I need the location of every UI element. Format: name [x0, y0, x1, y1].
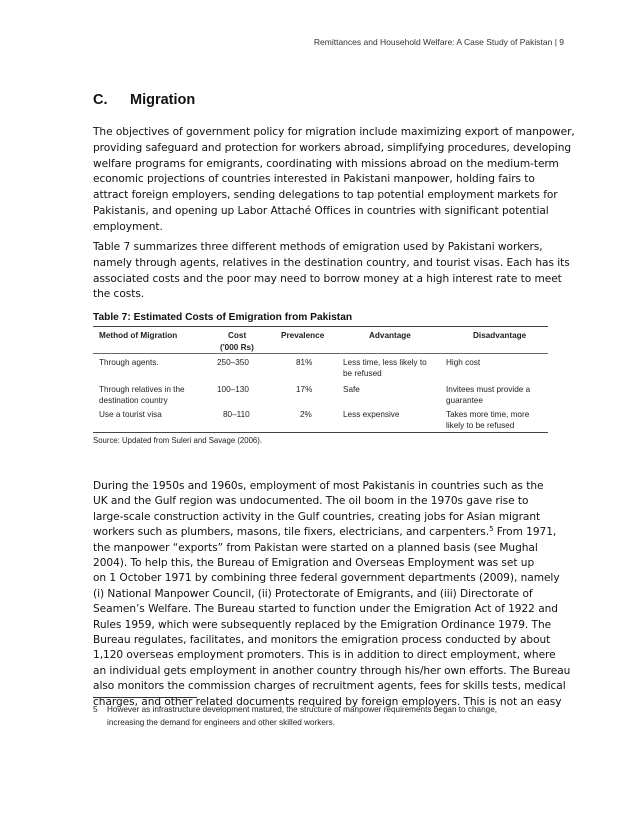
header-prevalence: Prevalence: [281, 331, 325, 340]
footnote-separator: [93, 697, 197, 698]
text-line: economic projections of countries interested in Pakistani manpower, holding fairs to: [93, 173, 535, 186]
row3-advantage: Less expensive: [343, 410, 400, 419]
header-cost-unit: ('000 Rs): [220, 343, 254, 352]
text-line: UK and the Gulf region was undocumented. The oil boom in the 1970s gave rise to: [93, 495, 529, 508]
footnote-reference[interactable]: 5: [489, 525, 494, 534]
section-number: C.: [93, 92, 108, 108]
text-line: namely through agents, relatives in the destination country, and tourist visas. Each has its: [93, 256, 570, 269]
paragraph-table-summary: [93, 240, 570, 303]
row2-method: Through relatives in the destination country: [99, 385, 185, 405]
text-line: 1,120 overseas employment promoters. This is in addition to direct employment, where: [93, 649, 556, 662]
text-line: providing safeguard and protection for workers abroad, simplifying procedures, developing: [93, 141, 572, 154]
row3-prevalence: 2%: [300, 410, 312, 419]
row1-method: Through agents.: [99, 358, 159, 367]
text-line: 2004). To help this, the Bureau of Emigration and Overseas Employment was set up: [93, 557, 535, 570]
text-line: also monitors the commission charges of recruitment agents, fees for skills tests, medical: [93, 680, 566, 693]
text-line: During the 1950s and 1960s, employment of most Pakistanis in countries such as the: [93, 480, 544, 492]
table-source: Source: Updated from Suleri and Savage (2006).: [93, 436, 263, 445]
text-line: associated costs and the poor may need to borrow money at a high interest rate to meet: [93, 272, 562, 285]
row3-method: Use a tourist visa: [99, 410, 162, 419]
row1-disadvantage: High cost: [446, 358, 481, 367]
text-line: charges, and other related documents required by foreign employers. This is not an easy: [93, 695, 562, 708]
row1-cost: 250–350: [217, 358, 249, 367]
row3-disadvantage: Takes more time, more likely to be refused: [446, 410, 530, 430]
row2-prevalence: 17%: [296, 385, 313, 394]
row2-cost: 100–130: [217, 385, 249, 394]
running-header: Remittances and Household Welfare: A Case Study of Pakistan | 9: [313, 37, 564, 47]
footnote: [93, 704, 553, 729]
text-line: workers such as plumbers, masons, tile fixers, electricians, and carpenters.$^5$ From 1971,: [93, 525, 557, 539]
header-advantage: Advantage: [369, 331, 411, 340]
row1-prevalence: 81%: [296, 358, 313, 367]
text-line: Bureau regulates, facilitates, and monitors the emigration process conducted by about: [93, 634, 551, 647]
header-cost: Cost: [228, 331, 247, 340]
text-line: the costs.: [93, 288, 145, 301]
section-title: Migration: [130, 92, 196, 108]
text-line: employment.: [93, 220, 163, 233]
text-line: Seamen’s Welfare. The Bureau started to function under the Emigration Act of 1922 and: [93, 603, 558, 616]
table-header-rule: [93, 353, 548, 354]
text-line: (i) National Manpower Council, (ii) Protectorate of Emigrants, and (iii) Directorate of: [93, 587, 533, 600]
paragraph-policy-objectives: [93, 125, 575, 235]
paragraph-migration-history: [93, 479, 571, 710]
table-title: Table 7: Estimated Costs of Emigration from Pakistan: [93, 312, 353, 323]
text-line: The objectives of government policy for migration include maximizing export of manpower,: [93, 126, 575, 138]
section-heading: [93, 92, 195, 108]
row2-advantage: Safe: [343, 385, 360, 394]
text-line: Pakistanis, and opening up Labor Attaché Offices in countries with significant potential: [93, 204, 549, 217]
table-bottom-rule: [93, 432, 548, 433]
footnote-line: However as infrastructure development matured, the structure of manpower requirements began to change,: [107, 705, 498, 714]
row1-advantage: Less time, less likely to be refused: [343, 358, 427, 378]
table-top-rule: [93, 326, 548, 327]
row2-disadvantage: Invitees must provide a guarantee: [446, 385, 531, 405]
footnote-number: 5: [93, 705, 98, 714]
text-line: the manpower “exports” from Pakistan were started on a planned basis (see Mughal: [93, 541, 538, 554]
footnote-line: increasing the demand for engineers and other skilled workers.: [107, 717, 336, 727]
text-line: attract foreign employers, sending delegations to tap potential employment markets for: [93, 189, 558, 201]
text-line: Table 7 summarizes three different methods of emigration used by Pakistani workers,: [93, 241, 543, 253]
text-line: on 1 October 1971 by combining three federal government departments (2009), namely: [93, 572, 560, 585]
text-line: welfare programs for emigrants, coordinating with missions abroad on the medium-term: [93, 157, 559, 170]
text-line: large-scale construction activity in the Gulf countries, creating jobs for Asian migrant: [93, 510, 541, 523]
header-disadvantage: Disadvantage: [473, 331, 527, 340]
text-line: Rules 1959, which were subsequently replaced by the Emigration Ordinance 1979. The: [93, 618, 552, 631]
row3-cost: 80–110: [223, 410, 250, 419]
text-line: an individual gets employment in another country through his/her own efforts. The Bureau: [93, 664, 571, 677]
header-method: Method of Migration: [99, 331, 178, 340]
